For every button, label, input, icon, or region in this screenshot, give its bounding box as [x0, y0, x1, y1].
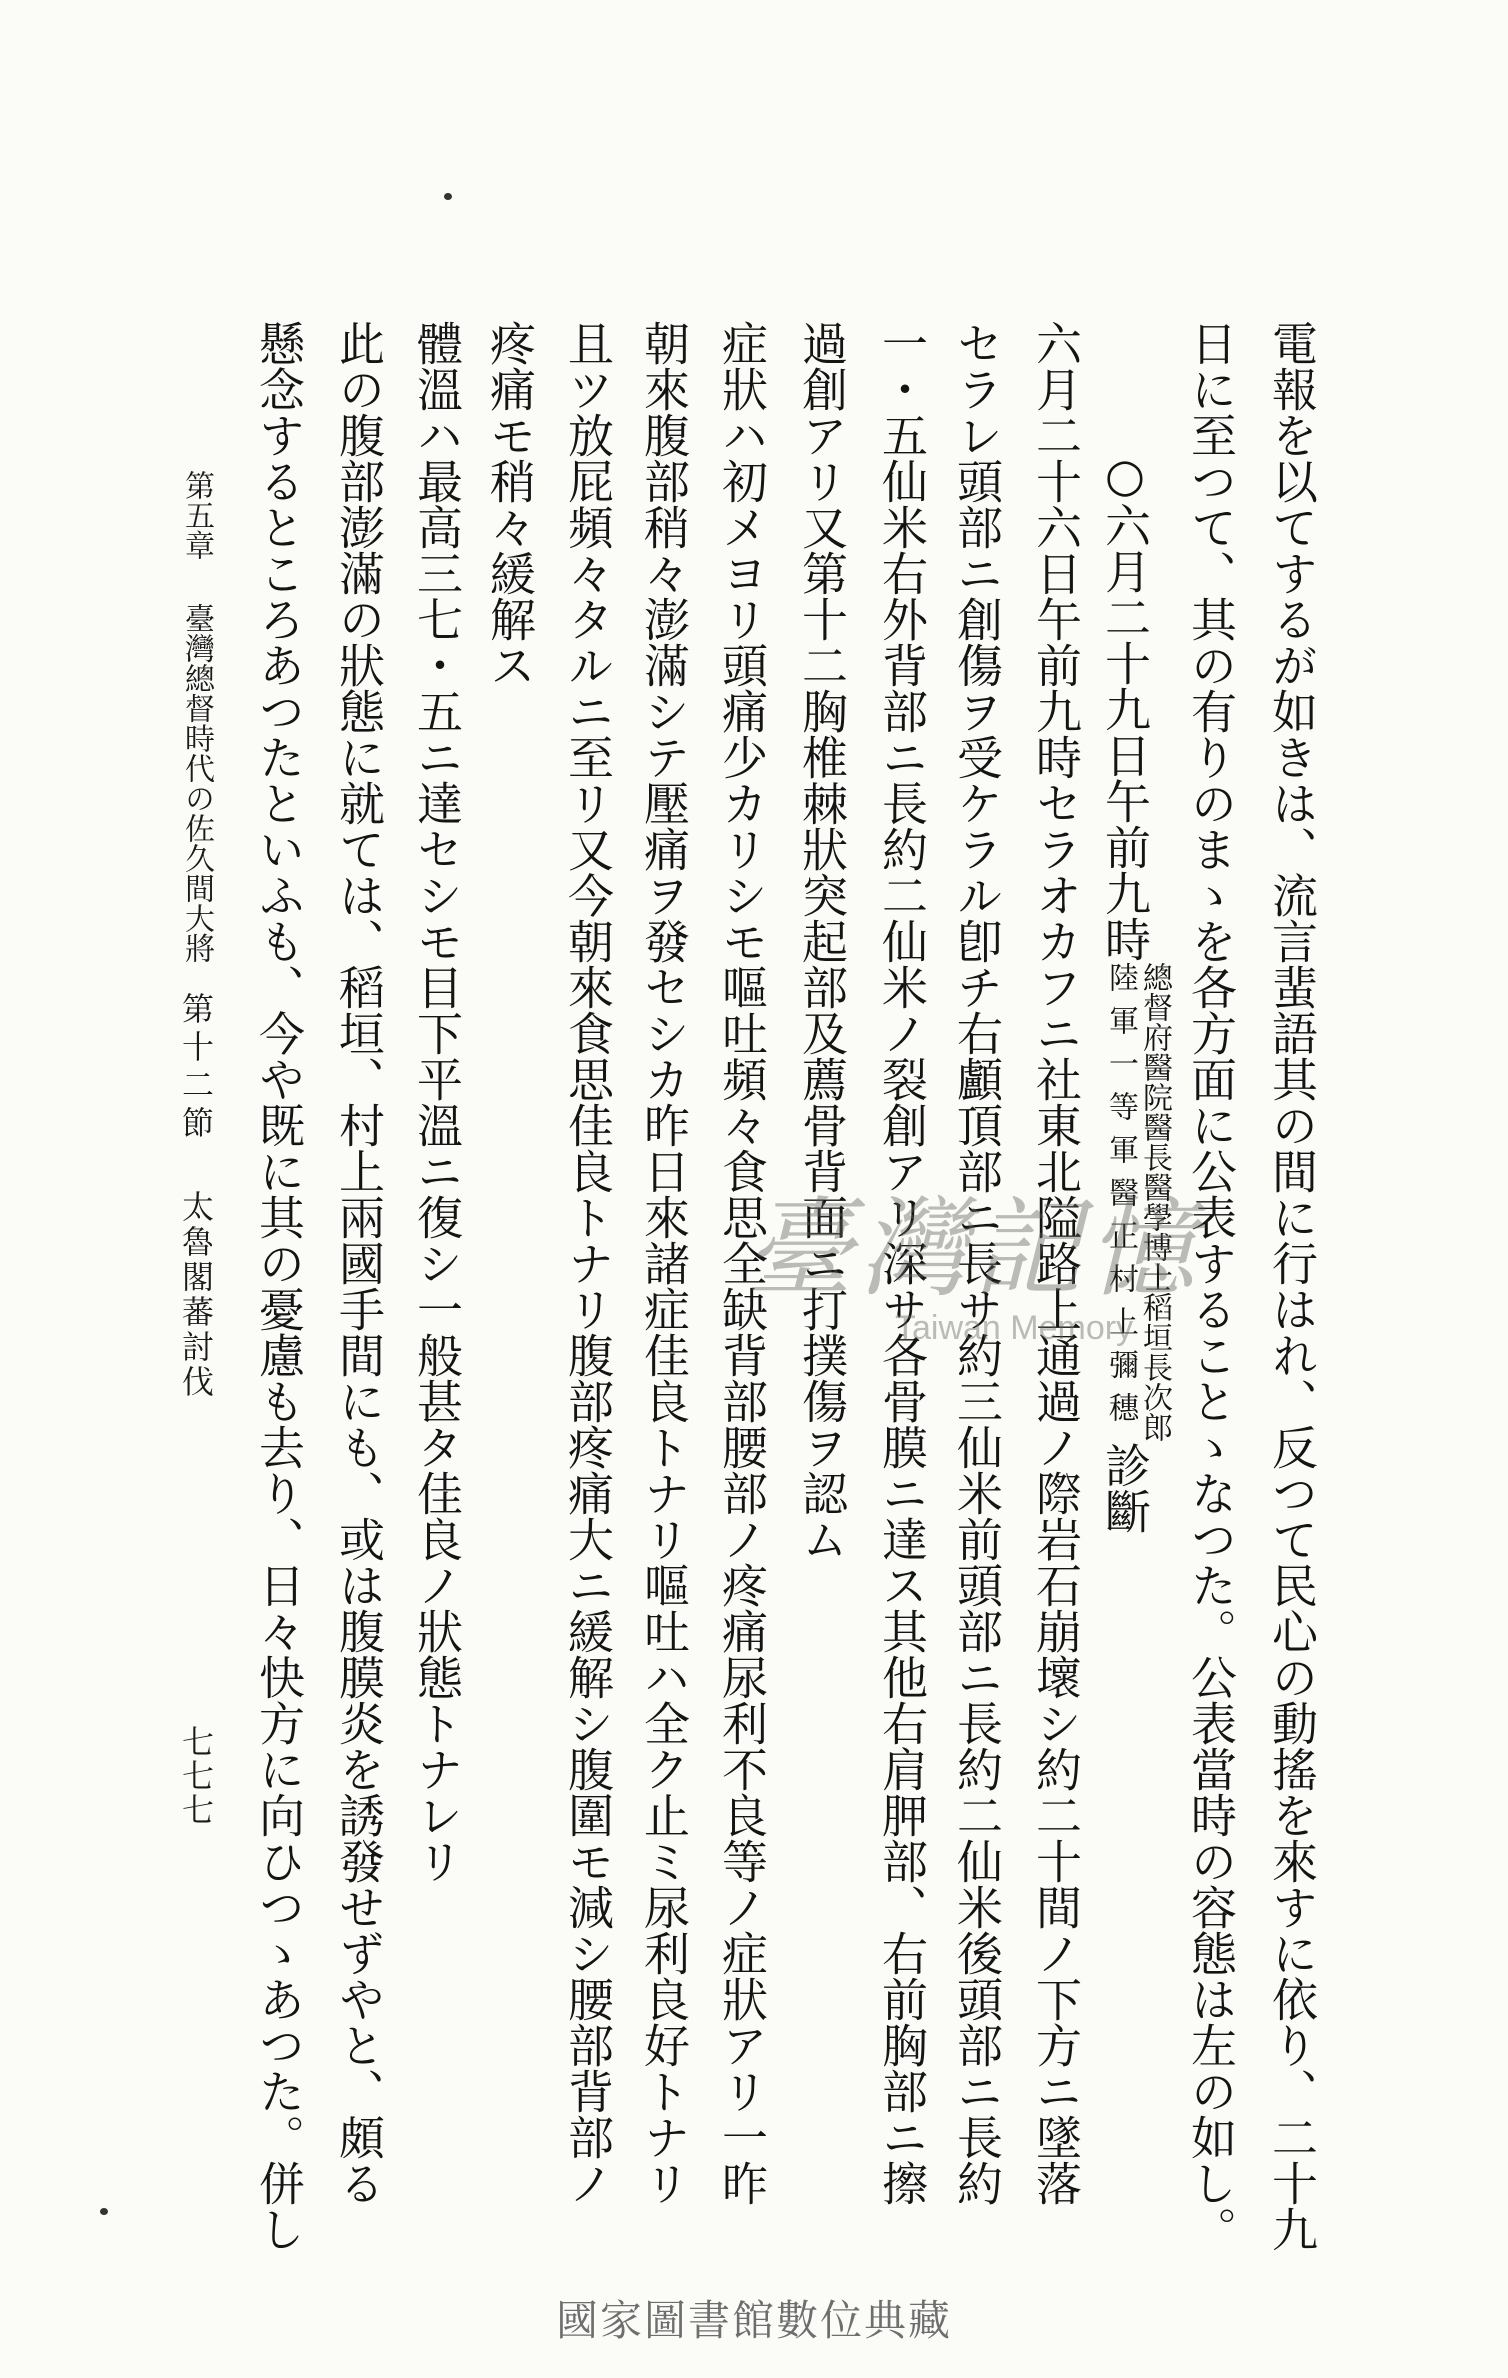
text-column-opening-2: 日に至つて、其の有りのまゝを各方面に公表することゝなつた。公表當時の容態は左の如し。	[1184, 320, 1238, 2252]
diagnosis-label: 診斷	[1098, 1442, 1152, 1534]
footer-section: 第十二節	[177, 992, 215, 1144]
text-column-diagnosis-7: 且ツ放屁頻々タルニ至リ又今朝來食思佳良トナリ腹部疼痛大ニ緩解シ腹圍モ減シ腰部背部ノ	[561, 320, 615, 2206]
source-caption: 國家圖書館數位典藏	[555, 2296, 952, 2345]
text-column-closing-1: 此の腹部澎滿の狀態に就ては、稻垣、村上兩國手間にも、或は腹膜炎を誘發せずやと、頗る	[332, 320, 386, 2206]
text-column-closing-2: 懸念するところあつたといふも、今や既に其の憂慮も去り、日々快方に向ひつゝあつた。併し	[252, 320, 306, 2252]
footer-section-title: 太魯閣蕃討伐	[177, 1190, 215, 1400]
text-column-diagnosis-2: セラレ頭部ニ創傷ヲ受ケラル卽チ右顱頂部ニ長サ約三仙米前頭部ニ長約二仙米後頭部ニ長約	[950, 320, 1004, 2206]
text-column-opening-1: 電報を以てするが如きは、流言蜚語其の間に行はれ、反つて民心の動搖を來すに依り、二十九	[1265, 320, 1319, 2252]
text-column-diagnosis-9: 體溫ハ最高三七・五ニ達セシモ目下平溫ニ復シ一般甚タ佳良ノ狀態トナレリ	[410, 320, 464, 1884]
doctor-murakami: 陸軍一等軍醫正村上彌穗	[1103, 962, 1138, 1435]
watermark-logo-subtext: Taiwan Memory	[895, 1309, 1134, 1347]
scan-speck	[444, 193, 452, 200]
page-number: 七七七	[177, 1725, 215, 1827]
diagnosing-doctors	[1103, 962, 1171, 1442]
text-column-diagnosis-4: 過創アリ又第十二胸椎棘狀突起部及薦骨背面ニ打撲傷ヲ認ム	[795, 320, 849, 1562]
doctor-inagaki: 總督府醫院醫長醫學博士稻垣長次郎	[1137, 962, 1172, 1442]
watermark-logo-text: 臺灣記憶	[745, 1187, 1202, 1312]
diagnosis-header	[1098, 448, 1172, 1534]
footer-book-title: 臺灣總督時代の佐久間大將	[179, 603, 214, 963]
footer-chapter: 第五章	[179, 470, 214, 560]
diagnosis-date: ○六月二十九日午前九時	[1098, 448, 1152, 962]
text-column-diagnosis-8: 疼痛モ稍々緩解ス	[483, 320, 537, 688]
text-column-diagnosis-5: 症狀ハ初メヨリ頭痛少カリシモ嘔吐頻々食思全缺背部腰部ノ疼痛尿利不良等ノ症狀アリ一昨	[715, 320, 769, 2206]
text-column-diagnosis-1: 六月二十六日午前九時セラオカフニ社東北隘路上通過ノ際岩石崩壞シ約二十間ノ下方ニ墜落	[1029, 320, 1083, 2206]
text-column-diagnosis-6: 朝來腹部稍々澎滿シテ壓痛ヲ發セシカ昨日來諸症佳良トナリ嘔吐ハ全ク止ミ尿利良好トナリ	[637, 320, 691, 2206]
text-column-diagnosis-3: 一・五仙米右外背部ニ長約二仙米ノ裂創アリ深サ各骨膜ニ達ス其他右肩胛部、右前胸部ニ擦	[875, 320, 929, 2206]
scan-speck	[100, 2208, 108, 2215]
